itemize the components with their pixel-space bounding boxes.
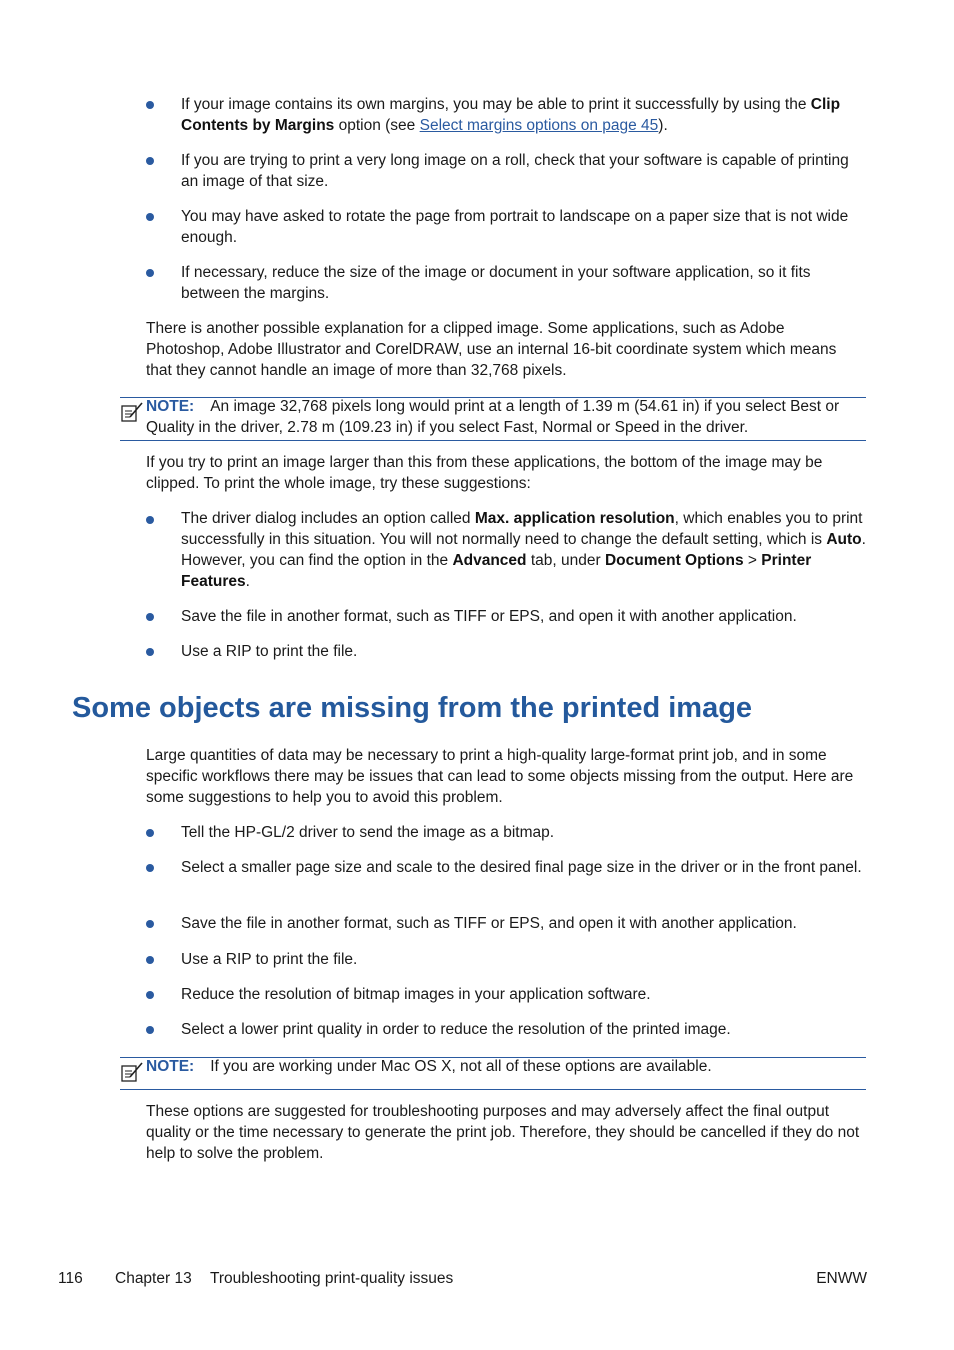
- paragraph: There is another possible explanation for a clipped image. Some applications, such as Adobe Photoshop, Adobe Illustrator and CorelDRAW, use an internal 16-bit coordinate system which means that they cannot handle an image of more than 32,768 pixels.: [146, 320, 837, 379]
- bullet-marker: [146, 956, 154, 964]
- bold-term: Max. application resolution: [474, 510, 675, 527]
- bullet-item: Select a smaller page size and scale to the desired final page size in the driver or in the front panel.: [181, 859, 862, 876]
- bullet-text: The driver dialog includes an option called: [181, 510, 475, 527]
- note-box: [120, 1057, 866, 1090]
- bullet-text: tab, under: [526, 552, 605, 569]
- bullet-item: You may have asked to rotate the page from portrait to landscape on a paper size that is not wide enough.: [181, 208, 849, 246]
- chapter-label: Chapter 13: [115, 1270, 192, 1287]
- bold-term: Printer Features: [181, 552, 812, 590]
- bullet-marker: [146, 213, 154, 221]
- note-text: If you are working under Mac OS X, not all of these options are available.: [210, 1058, 712, 1075]
- bullet-marker: [146, 920, 154, 928]
- bullet-item: Save the file in another format, such as TIFF or EPS, and open it with another application.: [181, 915, 797, 932]
- bullet-marker: [146, 829, 154, 837]
- bullet-marker: [146, 157, 154, 165]
- paragraph: If you try to print an image larger than this from these applications, the bottom of the image may be clipped. To print the whole image, try these suggestions:: [146, 454, 823, 492]
- chapter-title: Troubleshooting print-quality issues: [210, 1270, 454, 1287]
- bullet-marker: [146, 1026, 154, 1034]
- bullet-text: ).: [658, 117, 668, 134]
- note-body: [146, 396, 866, 438]
- bullet-marker: [146, 269, 154, 277]
- bullet-marker: [146, 516, 154, 524]
- bullet-text: >: [743, 552, 762, 569]
- bullet-item: Select a lower print quality in order to reduce the resolution of the printed image.: [181, 1021, 731, 1038]
- bullet-item: Reduce the resolution of bitmap images in your application software.: [181, 986, 651, 1003]
- note-text: An image 32,768 pixels long would print at a length of 1.39 m (54.61 in) if you select Best or Quality in the driver, 2.78 m (109.23 in) if you select Fast, Normal or Speed in the driver.: [146, 398, 840, 436]
- bullet-text: If your image contains its own margins, you may be able to print it successfully by using the: [181, 96, 811, 113]
- note-icon: [120, 1061, 146, 1083]
- section-heading: Some objects are missing from the printed image: [72, 692, 753, 724]
- note-label: NOTE:: [146, 1058, 195, 1075]
- bold-term: Document Options: [604, 552, 744, 569]
- bullet-text: option (see: [334, 117, 420, 134]
- note-box: [120, 397, 866, 441]
- bold-term: Advanced: [452, 552, 527, 569]
- cross-reference-link[interactable]: Select margins options on page 45: [419, 117, 659, 134]
- bullet-item: Use a RIP to print the file.: [181, 643, 358, 660]
- bullet-marker: [146, 648, 154, 656]
- bold-term: Clip Contents by Margins: [181, 96, 841, 134]
- note-body: [146, 1056, 866, 1077]
- footer-right-label: ENWW: [816, 1270, 867, 1287]
- bullet-marker: [146, 613, 154, 621]
- bold-term: Auto: [826, 531, 862, 548]
- bullet-item: [181, 94, 866, 136]
- page-number: 116: [58, 1270, 83, 1287]
- note-icon: [120, 401, 146, 423]
- bullet-item: If necessary, reduce the size of the image or document in your software application, so it fits between the margins.: [181, 264, 811, 302]
- bullet-item: [181, 508, 866, 592]
- bullet-text: .: [245, 573, 250, 590]
- bullet-item: If you are trying to print a very long image on a roll, check that your software is capable of printing an image of that size.: [181, 152, 849, 190]
- bullet-item: Use a RIP to print the file.: [181, 951, 358, 968]
- note-label: NOTE:: [146, 398, 195, 415]
- bullet-marker: [146, 864, 154, 872]
- bullet-marker: [146, 101, 154, 109]
- bullet-text: , which enables you to print successfully in this situation. You will not normally need to change the default setting, which is: [181, 510, 863, 548]
- bullet-item: Save the file in another format, such as TIFF or EPS, and open it with another application.: [181, 608, 797, 625]
- bullet-item: Tell the HP-GL/2 driver to send the image as a bitmap.: [181, 824, 555, 841]
- bullet-marker: [146, 991, 154, 999]
- paragraph: Large quantities of data may be necessary to print a high-quality large-format print job, and in some specific workflows there may be issues that can lead to some objects missing from the output. Here are some suggestions to help you to avoid this problem.: [146, 747, 854, 806]
- paragraph: These options are suggested for troubleshooting purposes and may adversely affect the final output quality or the time necessary to generate the print job. Therefore, they should be cancelled if they do not help to solve the problem.: [146, 1103, 860, 1162]
- bullet-text: . However, you can find the option in the: [181, 531, 866, 569]
